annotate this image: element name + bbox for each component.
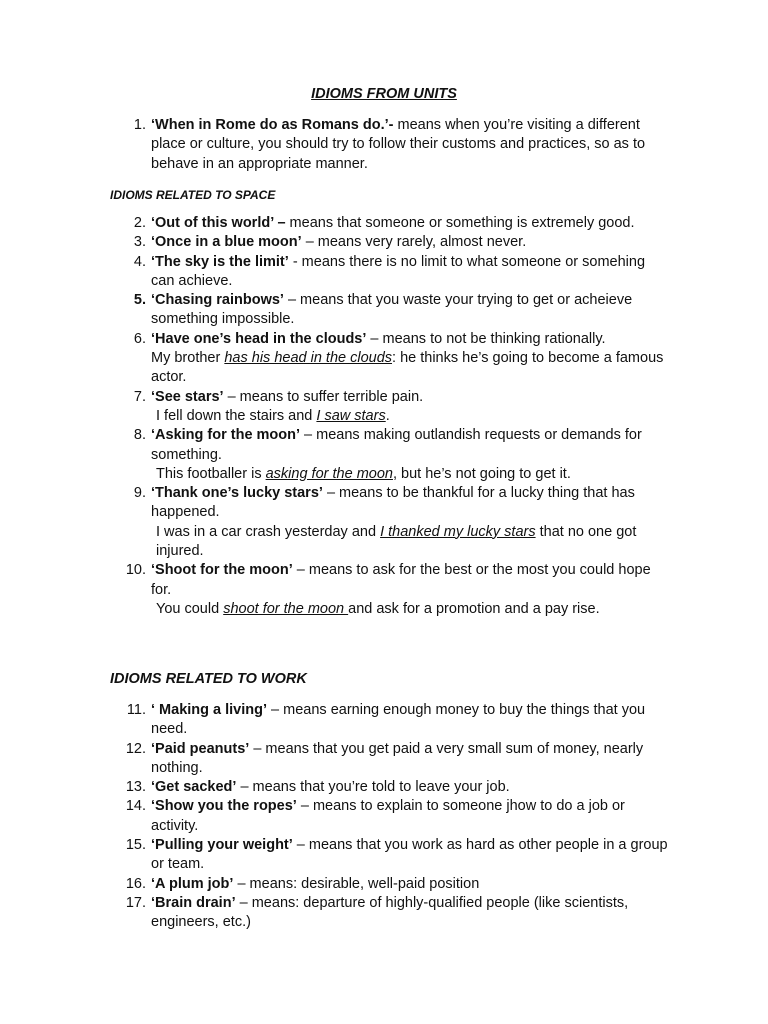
item-number: 5. — [133, 292, 146, 309]
list-item — [110, 894, 670, 933]
example-text: that no one got injured. — [156, 523, 637, 560]
idiom-phrase: ‘Paid peanuts’ — [151, 740, 250, 757]
item-number: 12. — [125, 740, 146, 757]
idiom-phrase: ‘A plum job’ — [151, 875, 234, 892]
list-item — [110, 253, 670, 292]
idiom-meaning: – means that you get paid a very small sum of money, nearly nothing. — [151, 740, 644, 776]
idiom-phrase: ‘Show you the ropes’ — [151, 798, 297, 815]
item-number: 4. — [133, 253, 146, 270]
item-number: 7. — [133, 388, 146, 405]
example-text: . — [385, 407, 390, 424]
idiom-meaning: – means: desirable, well-paid position — [233, 875, 480, 892]
item-number: 16. — [125, 875, 146, 892]
intro-list — [110, 116, 670, 174]
idiom-phrase: ‘Out of this world’ – — [151, 215, 286, 231]
item-number: 3. — [133, 234, 146, 251]
idiom-phrase: ‘Brain drain’ — [151, 894, 236, 911]
item-number: 13. — [125, 779, 146, 796]
example-text: You could — [156, 600, 224, 617]
example-idiom: I thanked my lucky stars — [380, 523, 536, 540]
idiom-phrase: ‘Chasing rainbows’ — [151, 292, 284, 309]
list-item — [110, 875, 670, 894]
example-sentence — [156, 465, 670, 484]
item-number: 6. — [133, 330, 146, 347]
idiom-meaning: – means that you waste your trying to get or acheieve something impossible. — [151, 292, 633, 328]
example-text: I was in a car crash yesterday and — [156, 523, 381, 540]
list-item — [110, 330, 670, 388]
idiom-meaning: – means that you work as hard as other people in a group or team. — [151, 837, 668, 873]
idiom-phrase: ‘Shoot for the moon’ — [151, 562, 293, 579]
list-item — [110, 740, 670, 779]
list-item — [110, 426, 670, 484]
idiom-phrase: ‘ Making a living’ — [151, 702, 268, 718]
example-sentence — [156, 523, 670, 562]
idiom-meaning: – means very rarely, almost never. — [301, 234, 527, 251]
list-item — [110, 214, 670, 233]
idiom-meaning: - means there is no limit to what someone or somehing can achieve. — [151, 253, 646, 289]
example-text: I fell down the stairs and — [156, 407, 317, 424]
item-number: 15. — [125, 837, 146, 854]
idiom-meaning: – means to ask for the best or the most you could hope for. — [151, 562, 651, 598]
section-heading-work: IDIOMS RELATED TO WORK — [110, 671, 307, 687]
list-item — [110, 233, 670, 252]
idiom-phrase: ‘Pulling your weight’ — [151, 837, 293, 854]
example-sentence — [156, 407, 670, 426]
example-text: , but he’s not going to get it. — [392, 465, 571, 482]
example-idiom: asking for the moon — [265, 465, 393, 482]
idiom-meaning: – means making outlandish requests or demands for something. — [151, 427, 642, 463]
idiom-phrase: ‘Asking for the moon’ — [151, 427, 301, 444]
item-number: 8. — [133, 427, 146, 444]
idiom-meaning: – means to suffer terrible pain. — [223, 388, 424, 405]
example-text: : he thinks he’s going to become a famous actor. — [151, 350, 664, 386]
item-number: 14. — [125, 798, 146, 815]
list-item — [110, 701, 670, 740]
document-title: IDIOMS FROM UNITS — [311, 86, 457, 102]
space-idioms-list — [110, 214, 670, 619]
idiom-phrase: ‘When in Rome do as Romans do.’- — [151, 117, 394, 133]
example-idiom: has his head in the clouds — [224, 350, 393, 367]
example-idiom: I saw stars — [316, 407, 386, 424]
idiom-phrase: ‘Get sacked’ — [151, 779, 237, 796]
list-item — [110, 291, 670, 330]
list-item — [110, 797, 670, 836]
list-item — [110, 778, 670, 797]
example-sentence — [151, 349, 670, 388]
example-text: My brother — [151, 350, 225, 367]
item-number: 11. — [126, 702, 146, 718]
list-item — [110, 561, 670, 619]
idiom-phrase: ‘Have one’s head in the clouds’ — [151, 330, 367, 347]
idiom-phrase: ‘See stars’ — [151, 388, 224, 405]
idiom-phrase: ‘Thank one’s lucky stars’ — [151, 485, 323, 502]
idiom-meaning: means when you’re visiting a different place or culture, you should try to follow their customs and practices, so as to behave in an appropriate manner. — [151, 117, 646, 172]
idiom-meaning: – means to explain to someone jhow to do a job or activity. — [151, 798, 625, 834]
item-number: 10. — [125, 562, 146, 579]
list-item — [110, 116, 670, 174]
work-idioms-list — [110, 701, 670, 933]
list-item — [110, 388, 670, 427]
section-heading-space: IDIOMS RELATED TO SPACE — [110, 188, 276, 202]
list-item — [110, 484, 670, 561]
example-text: This footballer is — [156, 465, 266, 482]
example-idiom: shoot for the moon — [223, 600, 349, 617]
idiom-meaning: means that someone or something is extremely good. — [285, 215, 635, 231]
example-sentence — [156, 600, 670, 619]
idiom-meaning: – means earning enough money to buy the things that you need. — [151, 702, 646, 738]
idiom-meaning: – means: departure of highly-qualified people (like scientists, engineers, etc.) — [151, 894, 629, 931]
idiom-meaning: – means that you’re told to leave your job. — [236, 779, 510, 796]
item-number: 1. — [133, 117, 146, 133]
idiom-meaning: – means to be thankful for a lucky thing that has happened. — [151, 485, 635, 521]
example-text: and ask for a promotion and a pay rise. — [348, 600, 600, 617]
item-number: 9. — [133, 485, 146, 502]
list-item — [110, 836, 670, 875]
item-number: 17. — [125, 894, 146, 911]
idiom-meaning: – means to not be thinking rationally. — [366, 330, 606, 347]
idiom-phrase: ‘Once in a blue moon’ — [151, 234, 302, 251]
item-number: 2. — [133, 215, 146, 231]
idiom-phrase: ‘The sky is the limit’ — [151, 253, 289, 270]
